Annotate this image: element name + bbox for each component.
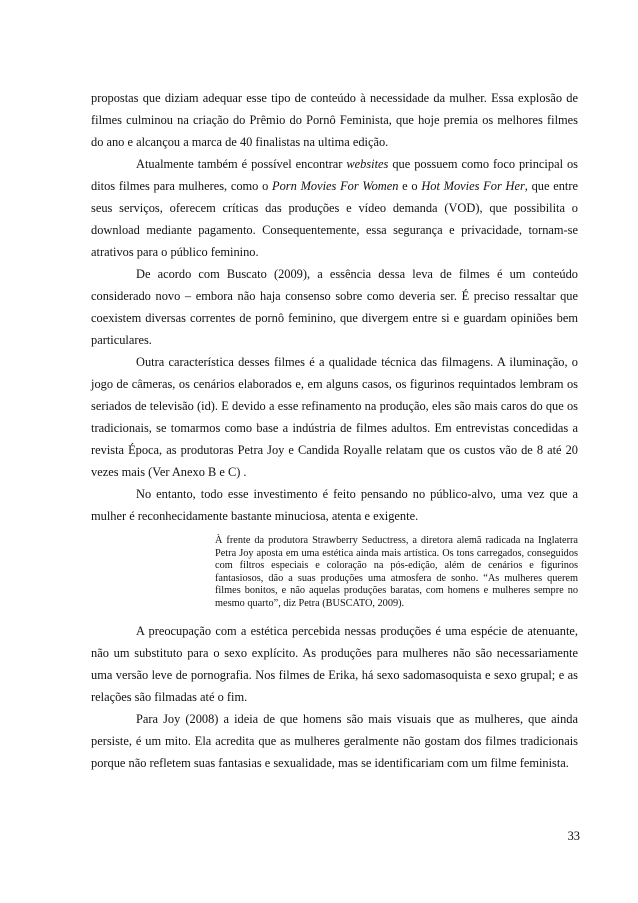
paragraph-investment: No entanto, todo esse investimento é feito pensando no público-alvo, uma vez que a mulher é reconhecidamente bastante minuciosa, atenta e exigente. xyxy=(91,487,578,523)
paragraph-continued: propostas que diziam adequar esse tipo de conteúdo à necessidade da mulher. Essa explosão de filmes culminou na criação do Prêmio do Pornô Feminista, que hoje premia os melhores filmes do ano e alcançou a marca de 40 finalistas na ultima edição. xyxy=(91,91,578,149)
block-quote: À frente da produtora Strawberry Seductress, a diretora alemã radicada na Inglaterra Petra Joy aposta em uma estética ainda mais artística. Os tons carregados, conseguidos com filtros especiais e coloração na pós-edição, além de cenários e figurinos fantasiosos, dão a suas produções uma atmosfera de sonho. “As mulheres querem filmes bonitos, e não aquelas produções baratas, com homens e mulheres sempre no mesmo quarto”, diz Petra (BUSCATO, 2009). xyxy=(215,535,578,609)
italic-site-name: Hot Movies For Her xyxy=(421,179,525,193)
paragraph-technical-quality: Outra característica desses filmes é a qualidade técnica das filmagens. A iluminação, o jogo de câmeras, os cenários elaborados e, em alguns casos, os figurinos requintados lembram os seriados de televisão (id). E devido a esse refinamento na produção, eles são mais caros do que os tradicionais, se tomarmos como base a indústria de filmes adultos. Em entrevistas concedidas a revista Época, as produtoras Petra Joy e Candida Royalle relatam que os custos vão de 8 até 20 vezes mais (Ver Anexo B e C) . xyxy=(91,355,578,479)
text-run: , que entre seus serviços, oferecem críticas das produções e vídeo demanda (VOD), que possibilita o download mediante pagamento. Consequentemente, essa segurança e privacidade, tornam-se atrativos para o público feminino. xyxy=(91,179,579,259)
body-text-upper xyxy=(91,87,578,527)
text-run: que possuem como foco principal os ditos filmes para mulheres, como o xyxy=(91,157,578,193)
paragraph-websites xyxy=(91,153,578,263)
text-run: e o xyxy=(398,179,422,193)
italic-term: websites xyxy=(346,157,389,171)
text-run: Atualmente também é possível encontrar xyxy=(136,157,347,171)
body-text-lower xyxy=(91,620,578,774)
paragraph-aesthetics: A preocupação com a estética percebida nessas produções é uma espécie de atenuante, não um substituto para o sexo explícito. As produções para mulheres não são necessariamente uma versão leve de pornografia. Nos filmes de Erika, há sexo sadomasoquista e sexo grupal; e as relações são filmadas até o fim. xyxy=(91,624,578,704)
page-number: 33 xyxy=(567,829,580,843)
paragraph-buscato: De acordo com Buscato (2009), a essência dessa leva de filmes é um conteúdo considerado novo – embora não haja consenso sobre como deveria ser. É preciso ressaltar que coexistem diversas correntes de pornô feminino, que divergem entre si e guardam opiniões bem particulares. xyxy=(91,267,578,347)
italic-site-name: Porn Movies For Women xyxy=(272,179,399,193)
paragraph-joy: Para Joy (2008) a ideia de que homens são mais visuais que as mulheres, que ainda persiste, é um mito. Ela acredita que as mulheres geralmente não gostam dos filmes tradicionais porque não refletem suas fantasias e sexualidade, mas se identificariam com um filme feminista. xyxy=(91,712,578,770)
